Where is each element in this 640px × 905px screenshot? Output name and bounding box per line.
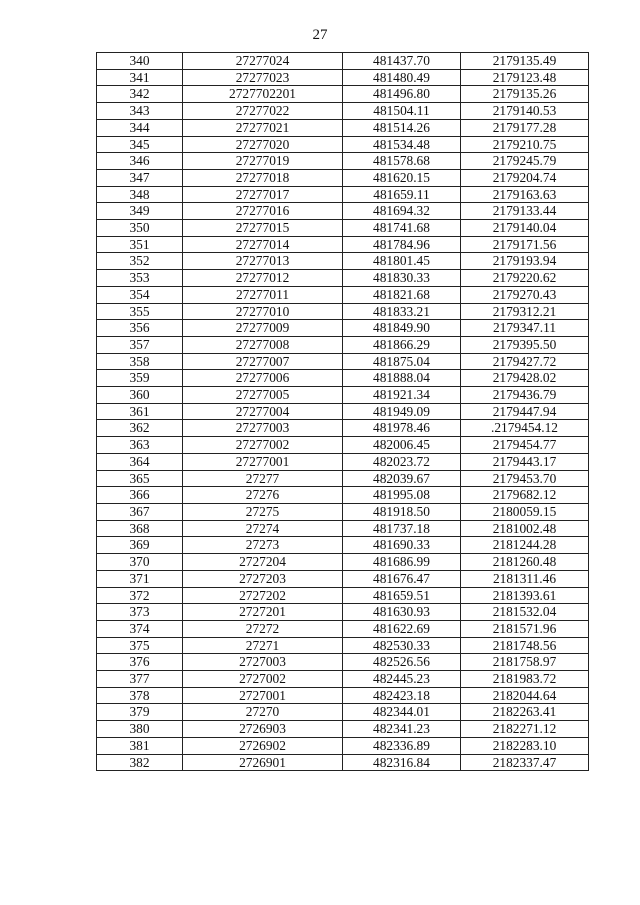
table-row (97, 387, 589, 404)
table-row (97, 453, 589, 470)
y-coordinate-cell: 2181260.48 (461, 554, 589, 571)
table-row (97, 119, 589, 136)
table-row (97, 186, 589, 203)
table-row (97, 353, 589, 370)
row-number-cell: 350 (97, 220, 183, 237)
y-coordinate-cell: 2179428.02 (461, 370, 589, 387)
x-coordinate-cell: 481741.68 (343, 220, 461, 237)
row-number-cell: 340 (97, 53, 183, 70)
table-row (97, 220, 589, 237)
point-id-cell: 27277009 (183, 320, 343, 337)
row-number-cell: 351 (97, 236, 183, 253)
point-id-cell: 2727201 (183, 604, 343, 621)
y-coordinate-cell: 2179427.72 (461, 353, 589, 370)
row-number-cell: 344 (97, 119, 183, 136)
y-coordinate-cell: 2179123.48 (461, 69, 589, 86)
row-number-cell: 341 (97, 69, 183, 86)
row-number-cell: 373 (97, 604, 183, 621)
x-coordinate-cell: 482023.72 (343, 453, 461, 470)
table-row (97, 370, 589, 387)
point-id-cell: 27277011 (183, 286, 343, 303)
row-number-cell: 369 (97, 537, 183, 554)
table-row (97, 203, 589, 220)
point-id-cell: 2726901 (183, 754, 343, 771)
x-coordinate-cell: 481830.33 (343, 270, 461, 287)
y-coordinate-cell: 2181571.96 (461, 620, 589, 637)
table-row (97, 754, 589, 771)
table-row (97, 587, 589, 604)
point-id-cell: 27275 (183, 503, 343, 520)
point-id-cell: 27277 (183, 470, 343, 487)
x-coordinate-cell: 481875.04 (343, 353, 461, 370)
x-coordinate-cell: 481437.70 (343, 53, 461, 70)
x-coordinate-cell: 481659.51 (343, 587, 461, 604)
point-id-cell: 27277002 (183, 437, 343, 454)
y-coordinate-cell: 2179171.56 (461, 236, 589, 253)
table-row (97, 704, 589, 721)
x-coordinate-cell: 481630.93 (343, 604, 461, 621)
x-coordinate-cell: 481918.50 (343, 503, 461, 520)
row-number-cell: 367 (97, 503, 183, 520)
x-coordinate-cell: 481737.18 (343, 520, 461, 537)
point-id-cell: 27274 (183, 520, 343, 537)
row-number-cell: 380 (97, 721, 183, 738)
y-coordinate-cell: 2179135.49 (461, 53, 589, 70)
y-coordinate-cell: 2179454.77 (461, 437, 589, 454)
x-coordinate-cell: 482336.89 (343, 737, 461, 754)
row-number-cell: 355 (97, 303, 183, 320)
y-coordinate-cell: 2179347.11 (461, 320, 589, 337)
row-number-cell: 348 (97, 186, 183, 203)
row-number-cell: 378 (97, 687, 183, 704)
table-row (97, 403, 589, 420)
table-row (97, 503, 589, 520)
row-number-cell: 361 (97, 403, 183, 420)
point-id-cell: 27277019 (183, 153, 343, 170)
table-row (97, 620, 589, 637)
row-number-cell: 357 (97, 336, 183, 353)
y-coordinate-cell: 2182271.12 (461, 721, 589, 738)
row-number-cell: 382 (97, 754, 183, 771)
row-number-cell: 365 (97, 470, 183, 487)
table-row (97, 336, 589, 353)
point-id-cell: 27277013 (183, 253, 343, 270)
y-coordinate-cell: 2181748.56 (461, 637, 589, 654)
y-coordinate-cell: 2181002.48 (461, 520, 589, 537)
row-number-cell: 377 (97, 671, 183, 688)
row-number-cell: 352 (97, 253, 183, 270)
row-number-cell: 358 (97, 353, 183, 370)
x-coordinate-cell: 481620.15 (343, 169, 461, 186)
row-number-cell: 375 (97, 637, 183, 654)
table-row (97, 153, 589, 170)
x-coordinate-cell: 481888.04 (343, 370, 461, 387)
x-coordinate-cell: 481833.21 (343, 303, 461, 320)
row-number-cell: 364 (97, 453, 183, 470)
point-id-cell: 27277003 (183, 420, 343, 437)
x-coordinate-cell: 481849.90 (343, 320, 461, 337)
y-coordinate-cell: 2182283.10 (461, 737, 589, 754)
table-row (97, 320, 589, 337)
y-coordinate-cell: 2179204.74 (461, 169, 589, 186)
table-row (97, 687, 589, 704)
table-row (97, 86, 589, 103)
row-number-cell: 366 (97, 487, 183, 504)
x-coordinate-cell: 481801.45 (343, 253, 461, 270)
row-number-cell: 368 (97, 520, 183, 537)
point-id-cell: 2727204 (183, 554, 343, 571)
row-number-cell: 372 (97, 587, 183, 604)
y-coordinate-cell: 2181244.28 (461, 537, 589, 554)
x-coordinate-cell: 481949.09 (343, 403, 461, 420)
y-coordinate-cell: 2179177.28 (461, 119, 589, 136)
coordinates-table (96, 52, 589, 771)
y-coordinate-cell: 2179135.26 (461, 86, 589, 103)
point-id-cell: 2727002 (183, 671, 343, 688)
point-id-cell: 27277012 (183, 270, 343, 287)
table-row (97, 721, 589, 738)
point-id-cell: 27273 (183, 537, 343, 554)
x-coordinate-cell: 482423.18 (343, 687, 461, 704)
row-number-cell: 360 (97, 387, 183, 404)
x-coordinate-cell: 482006.45 (343, 437, 461, 454)
table-row (97, 554, 589, 571)
point-id-cell: 27277006 (183, 370, 343, 387)
table-row (97, 487, 589, 504)
x-coordinate-cell: 481694.32 (343, 203, 461, 220)
point-id-cell: 27277001 (183, 453, 343, 470)
row-number-cell: 356 (97, 320, 183, 337)
point-id-cell: 27277008 (183, 336, 343, 353)
row-number-cell: 362 (97, 420, 183, 437)
y-coordinate-cell: 2179395.50 (461, 336, 589, 353)
table-row (97, 654, 589, 671)
row-number-cell: 343 (97, 103, 183, 120)
x-coordinate-cell: 482039.67 (343, 470, 461, 487)
x-coordinate-cell: 481866.29 (343, 336, 461, 353)
table-row (97, 169, 589, 186)
point-id-cell: 27277024 (183, 53, 343, 70)
x-coordinate-cell: 481995.08 (343, 487, 461, 504)
table-row (97, 253, 589, 270)
coordinates-table-body (97, 53, 589, 771)
point-id-cell: 2726902 (183, 737, 343, 754)
point-id-cell: 27272 (183, 620, 343, 637)
x-coordinate-cell: 482344.01 (343, 704, 461, 721)
row-number-cell: 376 (97, 654, 183, 671)
x-coordinate-cell: 481622.69 (343, 620, 461, 637)
point-id-cell: 27277015 (183, 220, 343, 237)
table-row (97, 136, 589, 153)
y-coordinate-cell: 2179453.70 (461, 470, 589, 487)
table-row (97, 286, 589, 303)
y-coordinate-cell: 2182337.47 (461, 754, 589, 771)
point-id-cell: 2727202 (183, 587, 343, 604)
y-coordinate-cell: 2179163.63 (461, 186, 589, 203)
table-row (97, 103, 589, 120)
y-coordinate-cell: 2180059.15 (461, 503, 589, 520)
x-coordinate-cell: 482341.23 (343, 721, 461, 738)
row-number-cell: 346 (97, 153, 183, 170)
y-coordinate-cell: .2179454.12 (461, 420, 589, 437)
table-row (97, 520, 589, 537)
row-number-cell: 363 (97, 437, 183, 454)
table-row (97, 637, 589, 654)
y-coordinate-cell: 2179140.04 (461, 220, 589, 237)
y-coordinate-cell: 2179245.79 (461, 153, 589, 170)
point-id-cell: 27277017 (183, 186, 343, 203)
row-number-cell: 381 (97, 737, 183, 754)
row-number-cell: 354 (97, 286, 183, 303)
point-id-cell: 27277021 (183, 119, 343, 136)
table-row (97, 470, 589, 487)
point-id-cell: 27276 (183, 487, 343, 504)
point-id-cell: 27277016 (183, 203, 343, 220)
point-id-cell: 27277022 (183, 103, 343, 120)
table-row (97, 69, 589, 86)
table-row (97, 420, 589, 437)
y-coordinate-cell: 2181311.46 (461, 570, 589, 587)
table-row (97, 437, 589, 454)
x-coordinate-cell: 482526.56 (343, 654, 461, 671)
table-row (97, 570, 589, 587)
y-coordinate-cell: 2179682.12 (461, 487, 589, 504)
point-id-cell: 2727001 (183, 687, 343, 704)
table-row (97, 671, 589, 688)
row-number-cell: 342 (97, 86, 183, 103)
point-id-cell: 27277023 (183, 69, 343, 86)
row-number-cell: 379 (97, 704, 183, 721)
y-coordinate-cell: 2179443.17 (461, 453, 589, 470)
point-id-cell: 27270 (183, 704, 343, 721)
point-id-cell: 2727702201 (183, 86, 343, 103)
row-number-cell: 374 (97, 620, 183, 637)
x-coordinate-cell: 481578.68 (343, 153, 461, 170)
x-coordinate-cell: 482316.84 (343, 754, 461, 771)
point-id-cell: 27277010 (183, 303, 343, 320)
table-row (97, 303, 589, 320)
page-number: 27 (312, 27, 328, 43)
point-id-cell: 27277007 (183, 353, 343, 370)
row-number-cell: 349 (97, 203, 183, 220)
x-coordinate-cell: 481534.48 (343, 136, 461, 153)
x-coordinate-cell: 481496.80 (343, 86, 461, 103)
y-coordinate-cell: 2179270.43 (461, 286, 589, 303)
row-number-cell: 371 (97, 570, 183, 587)
point-id-cell: 27277005 (183, 387, 343, 404)
point-id-cell: 27271 (183, 637, 343, 654)
point-id-cell: 2726903 (183, 721, 343, 738)
x-coordinate-cell: 481676.47 (343, 570, 461, 587)
point-id-cell: 27277020 (183, 136, 343, 153)
y-coordinate-cell: 2179193.94 (461, 253, 589, 270)
x-coordinate-cell: 481514.26 (343, 119, 461, 136)
row-number-cell: 353 (97, 270, 183, 287)
y-coordinate-cell: 2179447.94 (461, 403, 589, 420)
x-coordinate-cell: 481504.11 (343, 103, 461, 120)
row-number-cell: 370 (97, 554, 183, 571)
table-row (97, 53, 589, 70)
row-number-cell: 359 (97, 370, 183, 387)
x-coordinate-cell: 481690.33 (343, 537, 461, 554)
table-row (97, 236, 589, 253)
y-coordinate-cell: 2179133.44 (461, 203, 589, 220)
y-coordinate-cell: 2182263.41 (461, 704, 589, 721)
x-coordinate-cell: 481921.34 (343, 387, 461, 404)
x-coordinate-cell: 481480.49 (343, 69, 461, 86)
y-coordinate-cell: 2181983.72 (461, 671, 589, 688)
y-coordinate-cell: 2179220.62 (461, 270, 589, 287)
row-number-cell: 345 (97, 136, 183, 153)
x-coordinate-cell: 481686.99 (343, 554, 461, 571)
y-coordinate-cell: 2179312.21 (461, 303, 589, 320)
row-number-cell: 347 (97, 169, 183, 186)
table-row (97, 737, 589, 754)
y-coordinate-cell: 2179436.79 (461, 387, 589, 404)
y-coordinate-cell: 2179140.53 (461, 103, 589, 120)
table-row (97, 537, 589, 554)
point-id-cell: 27277004 (183, 403, 343, 420)
x-coordinate-cell: 481821.68 (343, 286, 461, 303)
y-coordinate-cell: 2181758.97 (461, 654, 589, 671)
x-coordinate-cell: 481978.46 (343, 420, 461, 437)
point-id-cell: 27277018 (183, 169, 343, 186)
x-coordinate-cell: 482530.33 (343, 637, 461, 654)
y-coordinate-cell: 2181393.61 (461, 587, 589, 604)
x-coordinate-cell: 481784.96 (343, 236, 461, 253)
table-row (97, 604, 589, 621)
point-id-cell: 27277014 (183, 236, 343, 253)
y-coordinate-cell: 2182044.64 (461, 687, 589, 704)
point-id-cell: 2727003 (183, 654, 343, 671)
x-coordinate-cell: 482445.23 (343, 671, 461, 688)
table-row (97, 270, 589, 287)
y-coordinate-cell: 2179210.75 (461, 136, 589, 153)
x-coordinate-cell: 481659.11 (343, 186, 461, 203)
point-id-cell: 2727203 (183, 570, 343, 587)
y-coordinate-cell: 2181532.04 (461, 604, 589, 621)
